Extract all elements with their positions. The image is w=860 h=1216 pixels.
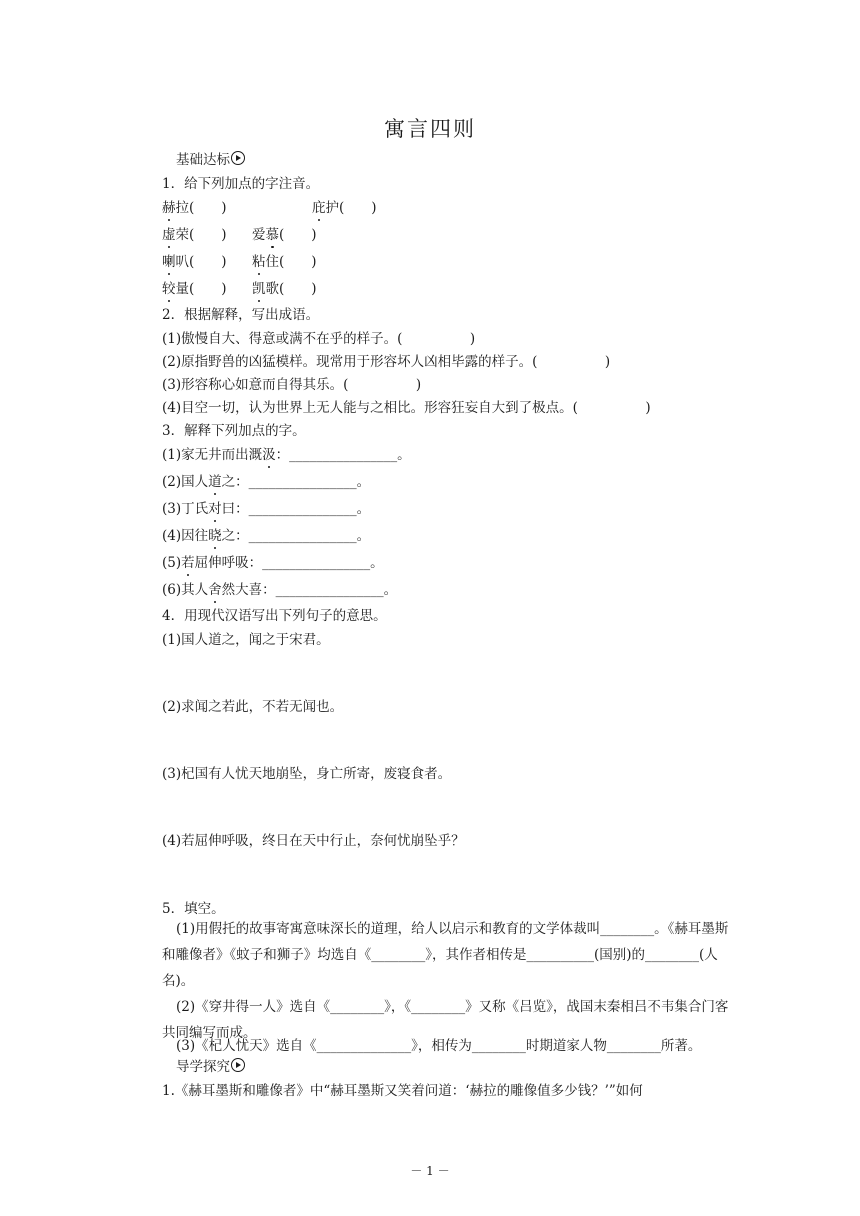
q1-stem: 1．给下列加点的字注音。 [162, 176, 320, 192]
q4-item-2: (2)求闻之若此，不若无闻也。 [162, 699, 344, 715]
q1-item-3b: 粘住( ) [252, 254, 317, 270]
q2-item-3: (3)形容称心如意而自得其乐。( ) [162, 377, 422, 393]
q3-item-5: (5)若屈伸呼吸：________________。 [162, 555, 384, 571]
q1-item-1a: 赫拉( ) [162, 200, 227, 216]
q2-item-2: (2)原指野兽的凶猛模样。现常用于形容坏人凶相毕露的样子。( ) [162, 354, 611, 370]
q1-item-1b: 庇护( ) [312, 200, 377, 216]
q1-item-2b: 爱慕( ) [252, 227, 317, 243]
q1-item-2a: 虚荣( ) [162, 227, 227, 243]
q5-para-1: (1)用假托的故事寄寓意味深长的道理，给人以启示和教育的文学体裁叫________。《赫耳墨斯和雕像者》《蚊子和狮子》均选自《________》，其作者相传是__________(国别)的________(人名)。 [162, 921, 729, 989]
q2-stem: 2．根据解释，写出成语。 [162, 307, 320, 323]
q3-item-6: (6)其人舍然大喜：________________。 [162, 582, 398, 598]
q3-item-2: (2)国人道之：________________。 [162, 474, 371, 490]
q4-item-4: (4)若屈伸呼吸，终日在天中行止，奈何忧崩坠乎？ [162, 833, 465, 849]
q4-item-1: (1)国人道之，闻之于宋君。 [162, 632, 330, 648]
q3-item-3: (3)丁氏对曰：________________。 [162, 501, 371, 517]
q2-item-4: (4)目空一切，认为世界上无人能与之相比。形容狂妄自大到了极点。( ) [162, 400, 651, 416]
q3-stem: 3．解释下列加点的字。 [162, 423, 306, 439]
q5-para-3: (3)《杞人忧天》选自《______________》，相传为________时期道家人物________所著。 [176, 1038, 702, 1054]
q5-stem: 5．填空。 [162, 901, 225, 917]
q1-item-3a: 喇叭( ) [162, 254, 227, 270]
q5-para-2: (2)《穿井得一人》选自《________》，《________》又称《吕览》，战国末秦相吕不韦集合门客共同编写而成。 [162, 999, 729, 1041]
q1-item-4b: 凯歌( ) [252, 281, 317, 297]
page-title: 寓言四则 [384, 117, 476, 141]
q3-item-4: (4)因往晓之：________________。 [162, 528, 371, 544]
q4-stem: 4．用现代汉语写出下列句子的意思。 [162, 608, 387, 624]
q4-item-3: (3)杞国有人忧天地崩坠，身亡所寄，废寝食者。 [162, 766, 452, 782]
circle-arrow-icon [231, 151, 245, 165]
section-heading-basics: 基础达标 [176, 150, 245, 170]
guided-q1: 1.《赫耳墨斯和雕像者》中“赫耳墨斯又笑着问道：‘赫拉的雕像值多少钱？’”如何 [162, 1083, 643, 1099]
q3-item-1: (1)家无井而出溉汲：________________。 [162, 447, 411, 463]
q1-item-4a: 较量( ) [162, 281, 227, 297]
page-number: － 1 － [410, 1164, 450, 1178]
circle-arrow-icon [231, 1058, 245, 1072]
q2-item-1: (1)傲慢自大、得意或满不在乎的样子。( ) [162, 331, 476, 347]
section-heading-guided: 导学探究 [176, 1057, 245, 1077]
